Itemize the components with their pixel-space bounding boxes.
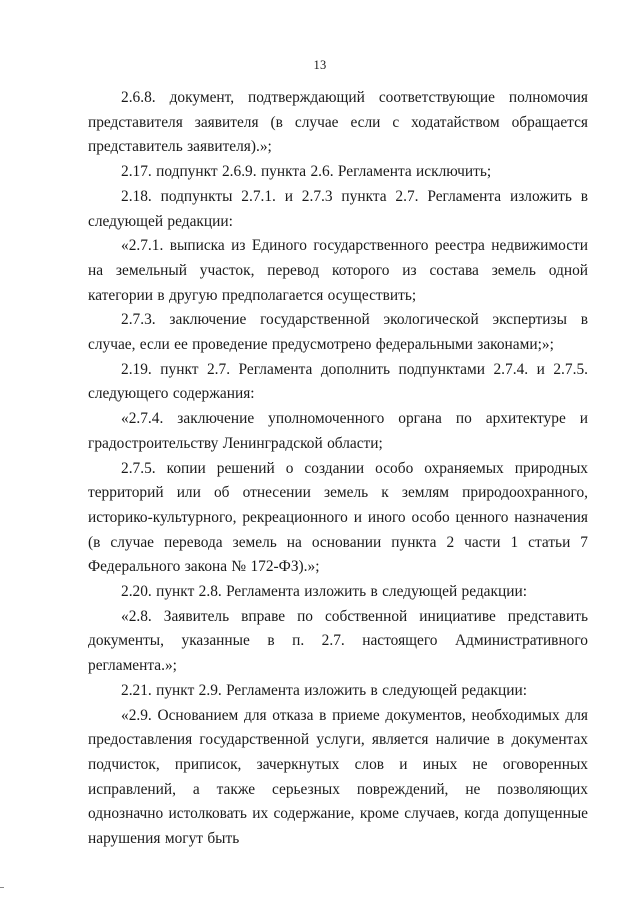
paragraph-2-7-4: «2.7.4. заключение уполномоченного органа по архитектуре и градостроительству Ленинградской области; [88,410,588,452]
paragraph-2-8: «2.8. Заявитель вправе по собственной инициативе представить документы, указанные в п. 2.7. настоящего Административного регламента.»; [88,607,588,675]
paragraph-2-17: 2.17. подпункт 2.6.9. пункта 2.6. Регламента исключить; [121,163,492,181]
paragraph-2-7-5: 2.7.5. копии решений о создании особо охраняемых природных территорий или об отнесении земель к землям природоохранного, историко-культурного, рекреационного и иного особо ценного назначения (в случае перевода земель на основании пункта 2 части 1 статьи 7 Федерального закона № 172-ФЗ).»; [88,459,588,576]
document-body [88,86,588,852]
paragraph-2-6-8: 2.6.8. документ, подтверждающий соответствующие полномочия представителя заявителя (в случае если с ходатайством обращается представитель заявителя).»; [88,89,588,156]
paragraph-2-7-3: 2.7.3. заключение государственной экологической экспертизы в случае, если ее проведение предусмотрено федеральными законами;»; [88,311,588,354]
scan-edge-mark [0,887,4,888]
paragraph-2-9: «2.9. Основанием для отказа в приеме документов, необходимых для предоставления государственной услуги, является наличие в документах подчисток, приписок, зачеркнутых слов и иных не оговоренных исправлений, а также серьезных повреждений, не позволяющих однозначно истолковать их содержание, кроме случаев, когда допущенные нарушения могут быть [88,706,588,848]
page-number: 13 [313,58,327,72]
paragraph-2-20: 2.20. пункт 2.8. Регламента изложить в следующей редакции: [121,583,527,601]
paragraph-2-21: 2.21. пункт 2.9. Регламента изложить в следующей редакции: [121,681,527,699]
paragraph-2-18: 2.18. подпункты 2.7.1. и 2.7.3 пункта 2.7. Регламента изложить в следующей редакции: [88,187,588,230]
paragraph-2-19: 2.19. пункт 2.7. Регламента дополнить подпунктами 2.7.4. и 2.7.5. следующего содержания: [88,360,588,403]
paragraph-2-7-1: «2.7.1. выписка из Единого государственного реестра недвижимости на земельный участок, перевод которого из состава земель одной категории в другую предполагается осуществить; [88,237,588,304]
